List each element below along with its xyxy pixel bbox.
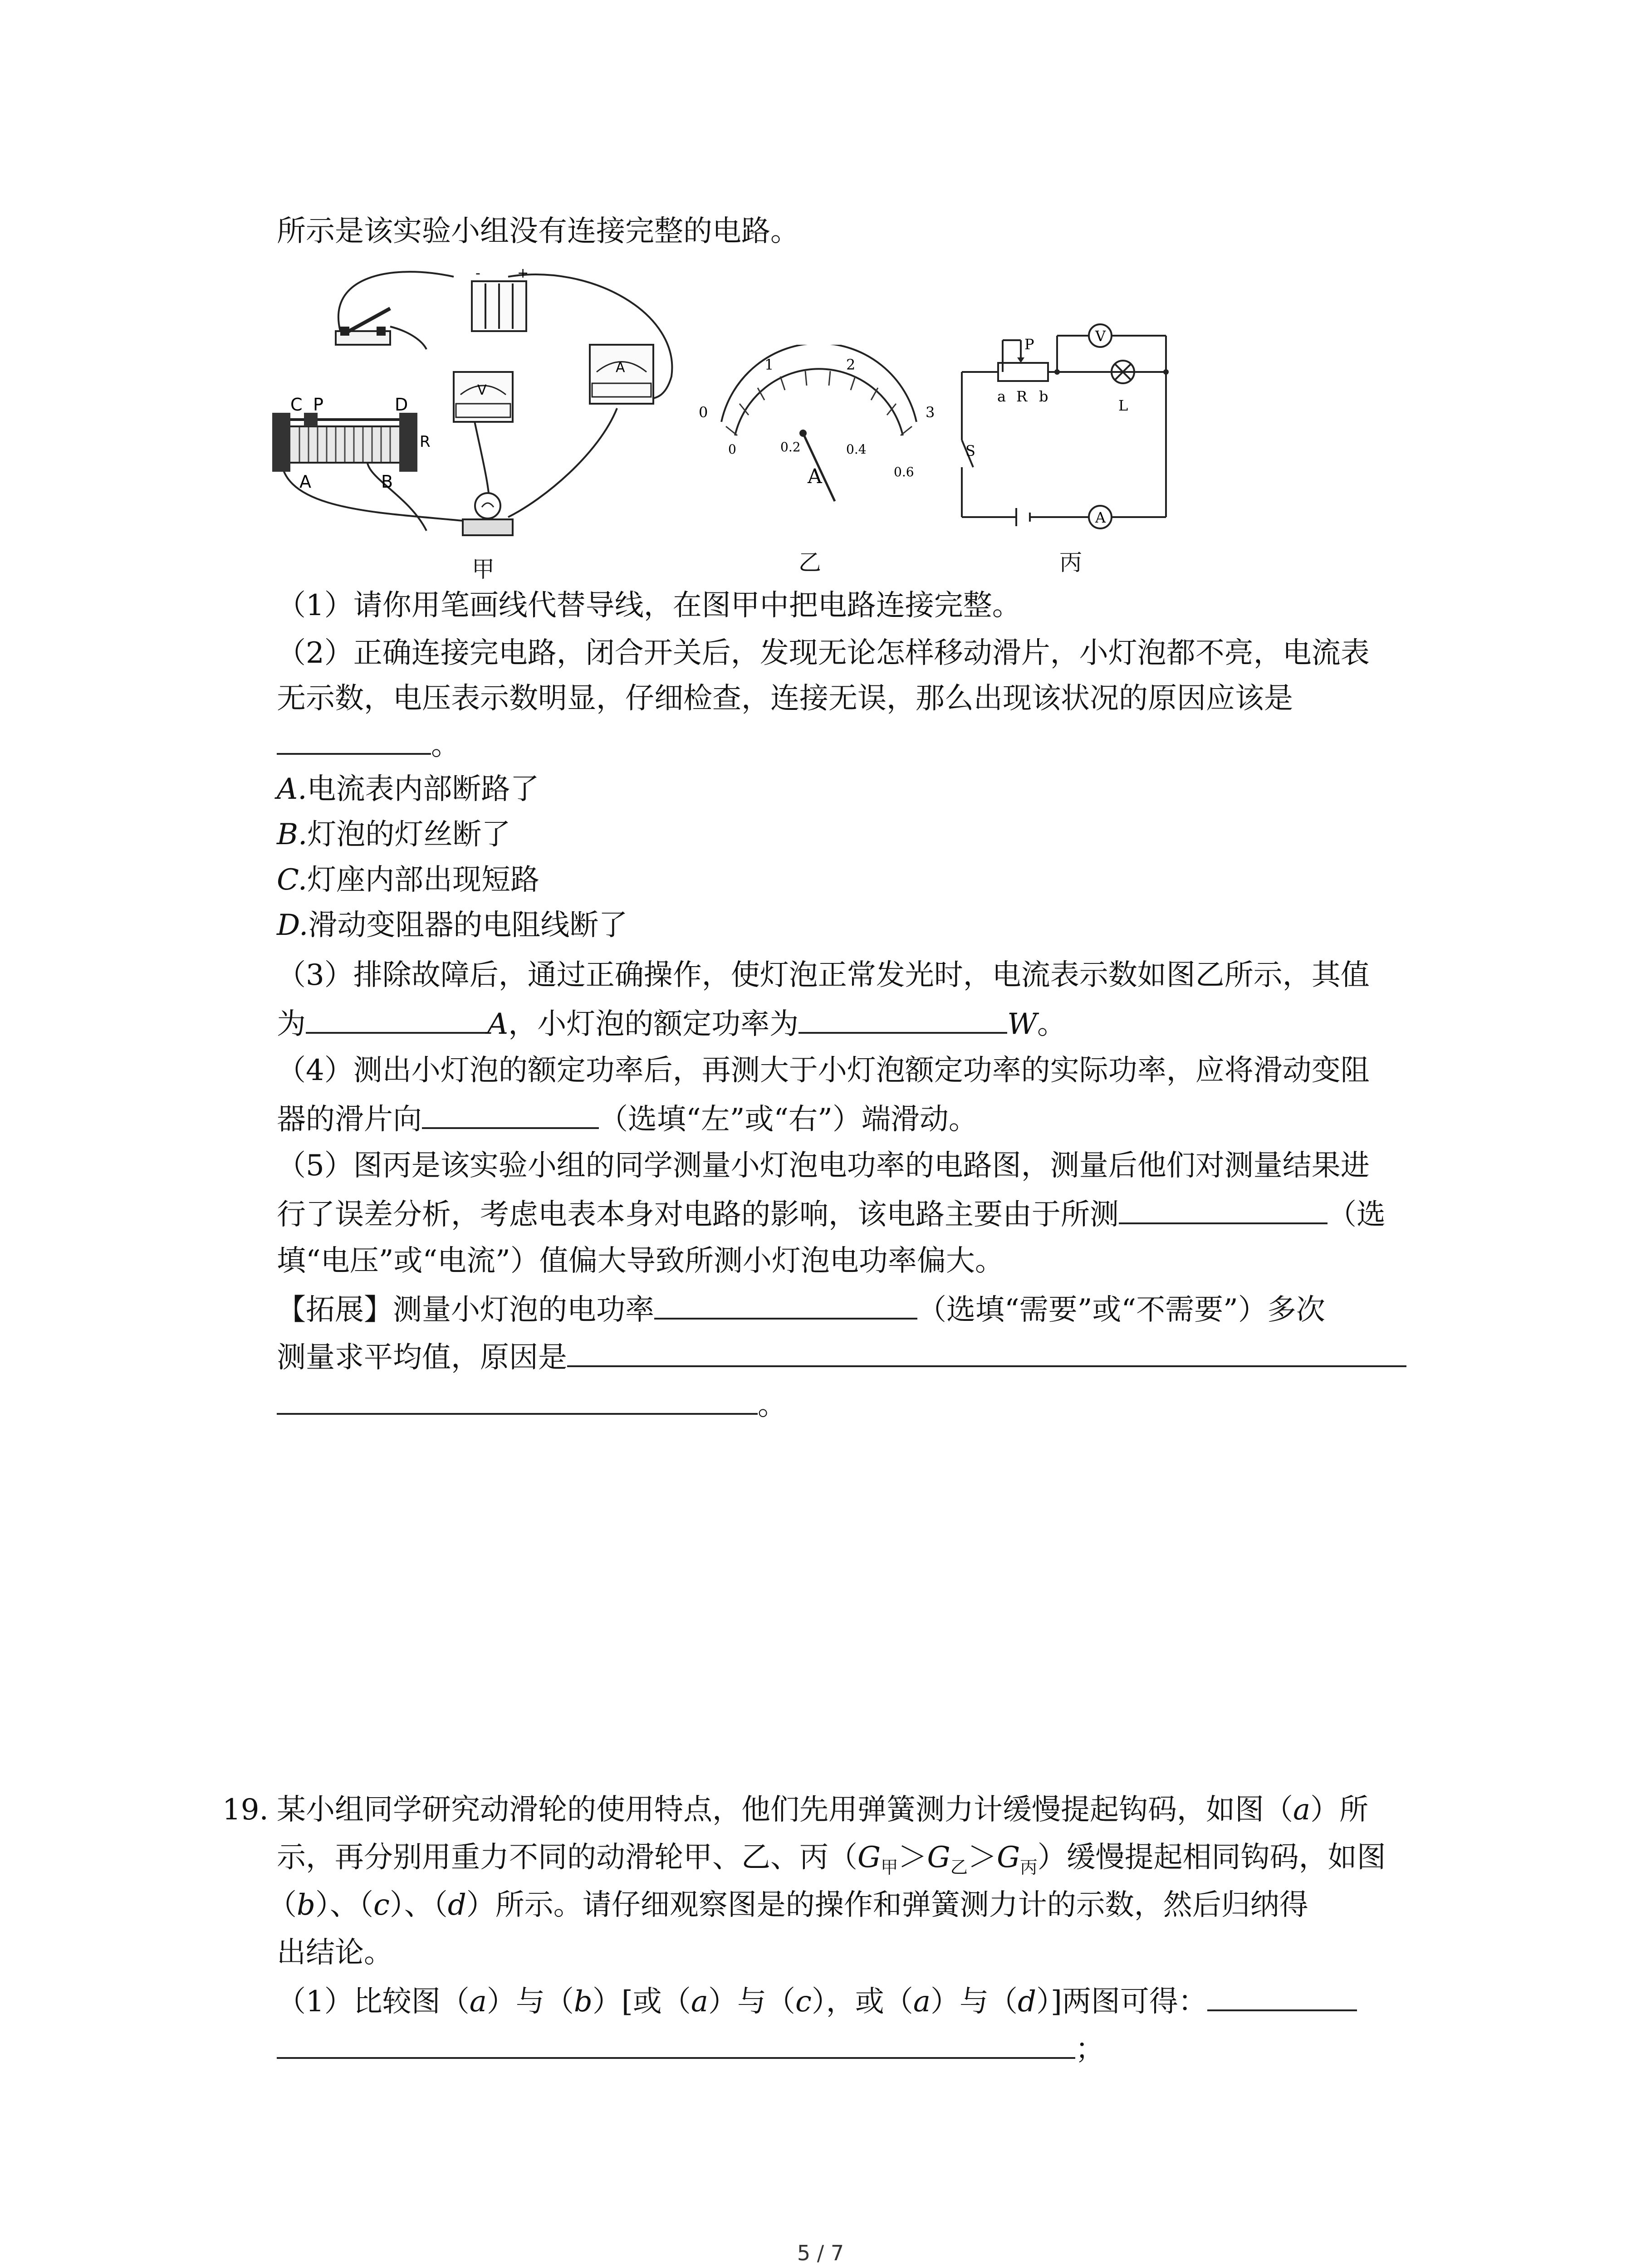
q18-extension-line1 (277, 1290, 1325, 1328)
q18-option-b (277, 816, 510, 853)
q19-p1-fig-a3: a (913, 1985, 931, 2019)
q19-number: 19. (222, 1793, 269, 1827)
q19-line1-text: 某小组同学研究动滑轮的使用特点，他们先用弹簧测力计缓慢提起钩码，如图（ (277, 1793, 1293, 1827)
q19-line3-sep2: ）、（ (389, 1888, 448, 1922)
dial-bottom-1: 0.2 (780, 440, 801, 455)
figure-bing-circuit-diagram (953, 299, 1189, 540)
option-c-letter: C. (277, 863, 308, 897)
q19-line3-paren-b-open: （ (268, 1888, 297, 1922)
q18-part2-end: 。 (431, 728, 460, 762)
q19-line3-text: 所示。请仔细观察图是的操作和弹簧测力计的示数，然后归纳得 (495, 1888, 1308, 1922)
voltmeter-symbol: V (477, 382, 487, 398)
bing-label-r: R (1016, 388, 1028, 405)
q18-direction-blank[interactable] (422, 1100, 599, 1129)
option-b-text: 灯泡的灯丝断了 (307, 818, 511, 851)
rheostat-label-a: A (299, 472, 311, 492)
q19-sub-bing: 丙 (1020, 1857, 1038, 1878)
q18-part3-end: 。 (1037, 1007, 1066, 1041)
q19-fig-c: c (373, 1888, 390, 1922)
rheostat-label-r: R (420, 433, 431, 451)
option-a-letter: A. (277, 772, 307, 806)
q19-p1-a: （1）比较图（ (277, 1985, 470, 2019)
figure-jia-caption: 甲 (472, 556, 495, 582)
q18-option-c (277, 862, 539, 898)
q19-p1-fig-d: d (1017, 1985, 1036, 2019)
dial-top-1: 1 (764, 356, 774, 373)
q19-p1-fig-c: c (795, 1985, 812, 2019)
intro-text: 所示是该实验小组没有连接完整的电路。 (277, 215, 799, 248)
q19-line2-suffix: ）缓慢提起相同钩码，如图 (1037, 1841, 1386, 1874)
q18-current-blank[interactable] (306, 1005, 487, 1034)
figure-yi-ammeter-dial (690, 345, 944, 517)
q18-current-unit: A (487, 1007, 509, 1041)
option-c-text: 灯座内部出现短路 (307, 863, 540, 897)
q18-part3-prefix: 为 (277, 1007, 306, 1041)
ammeter-symbol: A (616, 360, 625, 376)
q19-fig-d: d (447, 1888, 466, 1922)
q19-line3 (268, 1887, 1308, 1923)
figure-bing-caption: 丙 (1059, 549, 1082, 576)
bing-label-a: a (997, 388, 1006, 405)
bing-label-l: L (1118, 397, 1128, 414)
q19-p1-fig-b: b (573, 1985, 593, 2019)
dial-top-2: 2 (846, 356, 856, 373)
svg-text:-: - (475, 265, 480, 281)
q19-part1-line1 (277, 1982, 1357, 2020)
figure-jia-circuit (272, 259, 708, 549)
q18-power-blank[interactable] (798, 1005, 1007, 1034)
dial-unit: A (808, 465, 822, 488)
q18-part5-prefix: 行了误差分析，考虑电表本身对电路的影响，该电路主要由于所测 (277, 1198, 1119, 1232)
q18-part2-line2: 无示数，电压表示数明显，仔细检查，连接无误，那么出现该状况的原因应该是 (277, 682, 1293, 715)
q19-gt2: ＞ (968, 1841, 997, 1874)
q19-p1-b3: ）与（ (930, 1985, 1018, 2019)
q18-part4-suffix: （选填“左”或“右”）端滑动。 (599, 1103, 978, 1136)
q18-part5-suffix: （选 (1327, 1198, 1386, 1232)
q18-part2-answer-line (277, 726, 460, 763)
q19-p1-c: ）[或（ (592, 1985, 691, 2019)
q18-reason-blank-1[interactable] (567, 1338, 1406, 1367)
q18-ext-end: 。 (758, 1388, 787, 1422)
dial-bottom-0: 0 (728, 442, 736, 457)
q19-line2 (277, 1839, 1386, 1886)
q19-fig-b: b (297, 1888, 315, 1922)
q19-part1-line2 (277, 2030, 1104, 2068)
q19-g2: G (927, 1841, 950, 1874)
page-number: 5 / 7 (797, 2241, 844, 2265)
q19-p1-end: ； (1075, 2033, 1104, 2066)
rheostat-label-c: C (290, 395, 303, 415)
bing-label-v: V (1095, 327, 1106, 345)
q18-part1: （1）请你用笔画线代替导线，在图甲中把电路连接完整。 (277, 589, 1021, 622)
q19-p1-b: ）与（ (486, 1985, 574, 2019)
q19-line3-sep1: ）、（ (315, 1888, 373, 1922)
q19-sub-jia: 甲 (881, 1857, 898, 1878)
q18-ext-prefix: 【拓展】测量小灯泡的电功率 (277, 1293, 654, 1327)
q19-line1 (277, 1792, 1368, 1828)
q19-g1: G (857, 1841, 881, 1874)
q18-part4-line2 (277, 1100, 978, 1138)
q19-p1-fig-a1: a (469, 1985, 487, 2019)
q19-conclusion-blank-2[interactable] (277, 2030, 1075, 2059)
bing-label-b: b (1039, 388, 1048, 405)
q19-gt1: ＞ (898, 1841, 927, 1874)
q18-ext-reason-prefix: 测量求平均值，原因是 (277, 1341, 567, 1374)
bing-label-a-meter: A (1095, 509, 1106, 526)
q18-need-average-blank[interactable] (654, 1290, 917, 1320)
q18-ext-suffix: （选填“需要”或“不需要”）多次 (917, 1293, 1325, 1327)
q19-g3: G (997, 1841, 1020, 1874)
dial-bottom-2: 0.4 (846, 442, 867, 457)
option-d-text: 滑动变阻器的电阻线断了 (308, 909, 628, 942)
dial-top-3: 3 (926, 404, 935, 421)
q19-line4: 出结论。 (277, 1936, 393, 1970)
q18-part5-line3: 填“电压”或“电流”）值偏大导致所测小灯泡电功率偏大。 (277, 1244, 1004, 1278)
q19-line2-prefix: 示，再分别用重力不同的动滑轮甲、乙、丙（ (277, 1841, 857, 1874)
q18-part5-line1: （5）图丙是该实验小组的同学测量小灯泡电功率的电路图，测量后他们对测量结果进 (277, 1149, 1370, 1183)
q19-p1-d: ），或（ (811, 1985, 913, 2019)
q19-line1-fig-a: a (1293, 1793, 1311, 1827)
q19-line1-end: ）所 (1310, 1793, 1369, 1827)
q18-part2-blank[interactable] (277, 726, 431, 755)
option-d-letter: D. (277, 909, 309, 942)
q19-conclusion-blank-1[interactable] (1207, 1982, 1357, 2011)
dial-top-0: 0 (699, 404, 708, 421)
figure-yi-caption: 乙 (798, 549, 821, 576)
q19-p1-b2: ）与（ (708, 1985, 795, 2019)
bing-label-s: S (965, 442, 975, 459)
switch (336, 308, 390, 345)
q19-line3-close: ） (466, 1888, 495, 1922)
q18-option-a (277, 771, 539, 807)
q18-part2-line1: （2）正确连接完电路，闭合开关后，发现无论怎样移动滑片，小灯泡都不亮，电流表 (277, 636, 1370, 670)
q18-part5-line2 (277, 1195, 1386, 1233)
rheostat-label-p: P (313, 395, 323, 415)
q18-part4-line1: （4）测出小灯泡的额定功率后，再测大于小灯泡额定功率的实际功率，应将滑动变阻 (277, 1054, 1370, 1087)
bing-label-p: P (1024, 336, 1034, 353)
q19-p1-e: ）]两图可得： (1036, 1985, 1207, 2019)
q18-error-blank[interactable] (1119, 1195, 1327, 1224)
rheostat-label-d: D (395, 395, 408, 415)
q18-part4-prefix: 器的滑片向 (277, 1103, 422, 1136)
q18-reason-blank-2[interactable] (277, 1386, 758, 1415)
svg-text:+: + (517, 265, 529, 281)
q18-extension-line3 (277, 1386, 787, 1423)
q18-part3-line2 (277, 1005, 1066, 1042)
q19-sub-yi: 乙 (950, 1857, 968, 1878)
option-b-letter: B. (277, 818, 308, 851)
option-a-text: 电流表内部断路了 (307, 772, 539, 806)
q18-power-unit: W (1007, 1007, 1037, 1041)
q18-extension-line2 (277, 1338, 1406, 1376)
q18-part3-mid: ，小灯泡的额定功率为 (508, 1007, 799, 1041)
rheostat-label-b: B (381, 472, 393, 492)
dial-bottom-3: 0.6 (894, 464, 914, 479)
q18-part3-line1: （3）排除故障后，通过正确操作，使灯泡正常发光时，电流表示数如图乙所示，其值 (277, 958, 1370, 992)
q18-option-d (277, 907, 627, 943)
q19-p1-fig-a2: a (691, 1985, 708, 2019)
